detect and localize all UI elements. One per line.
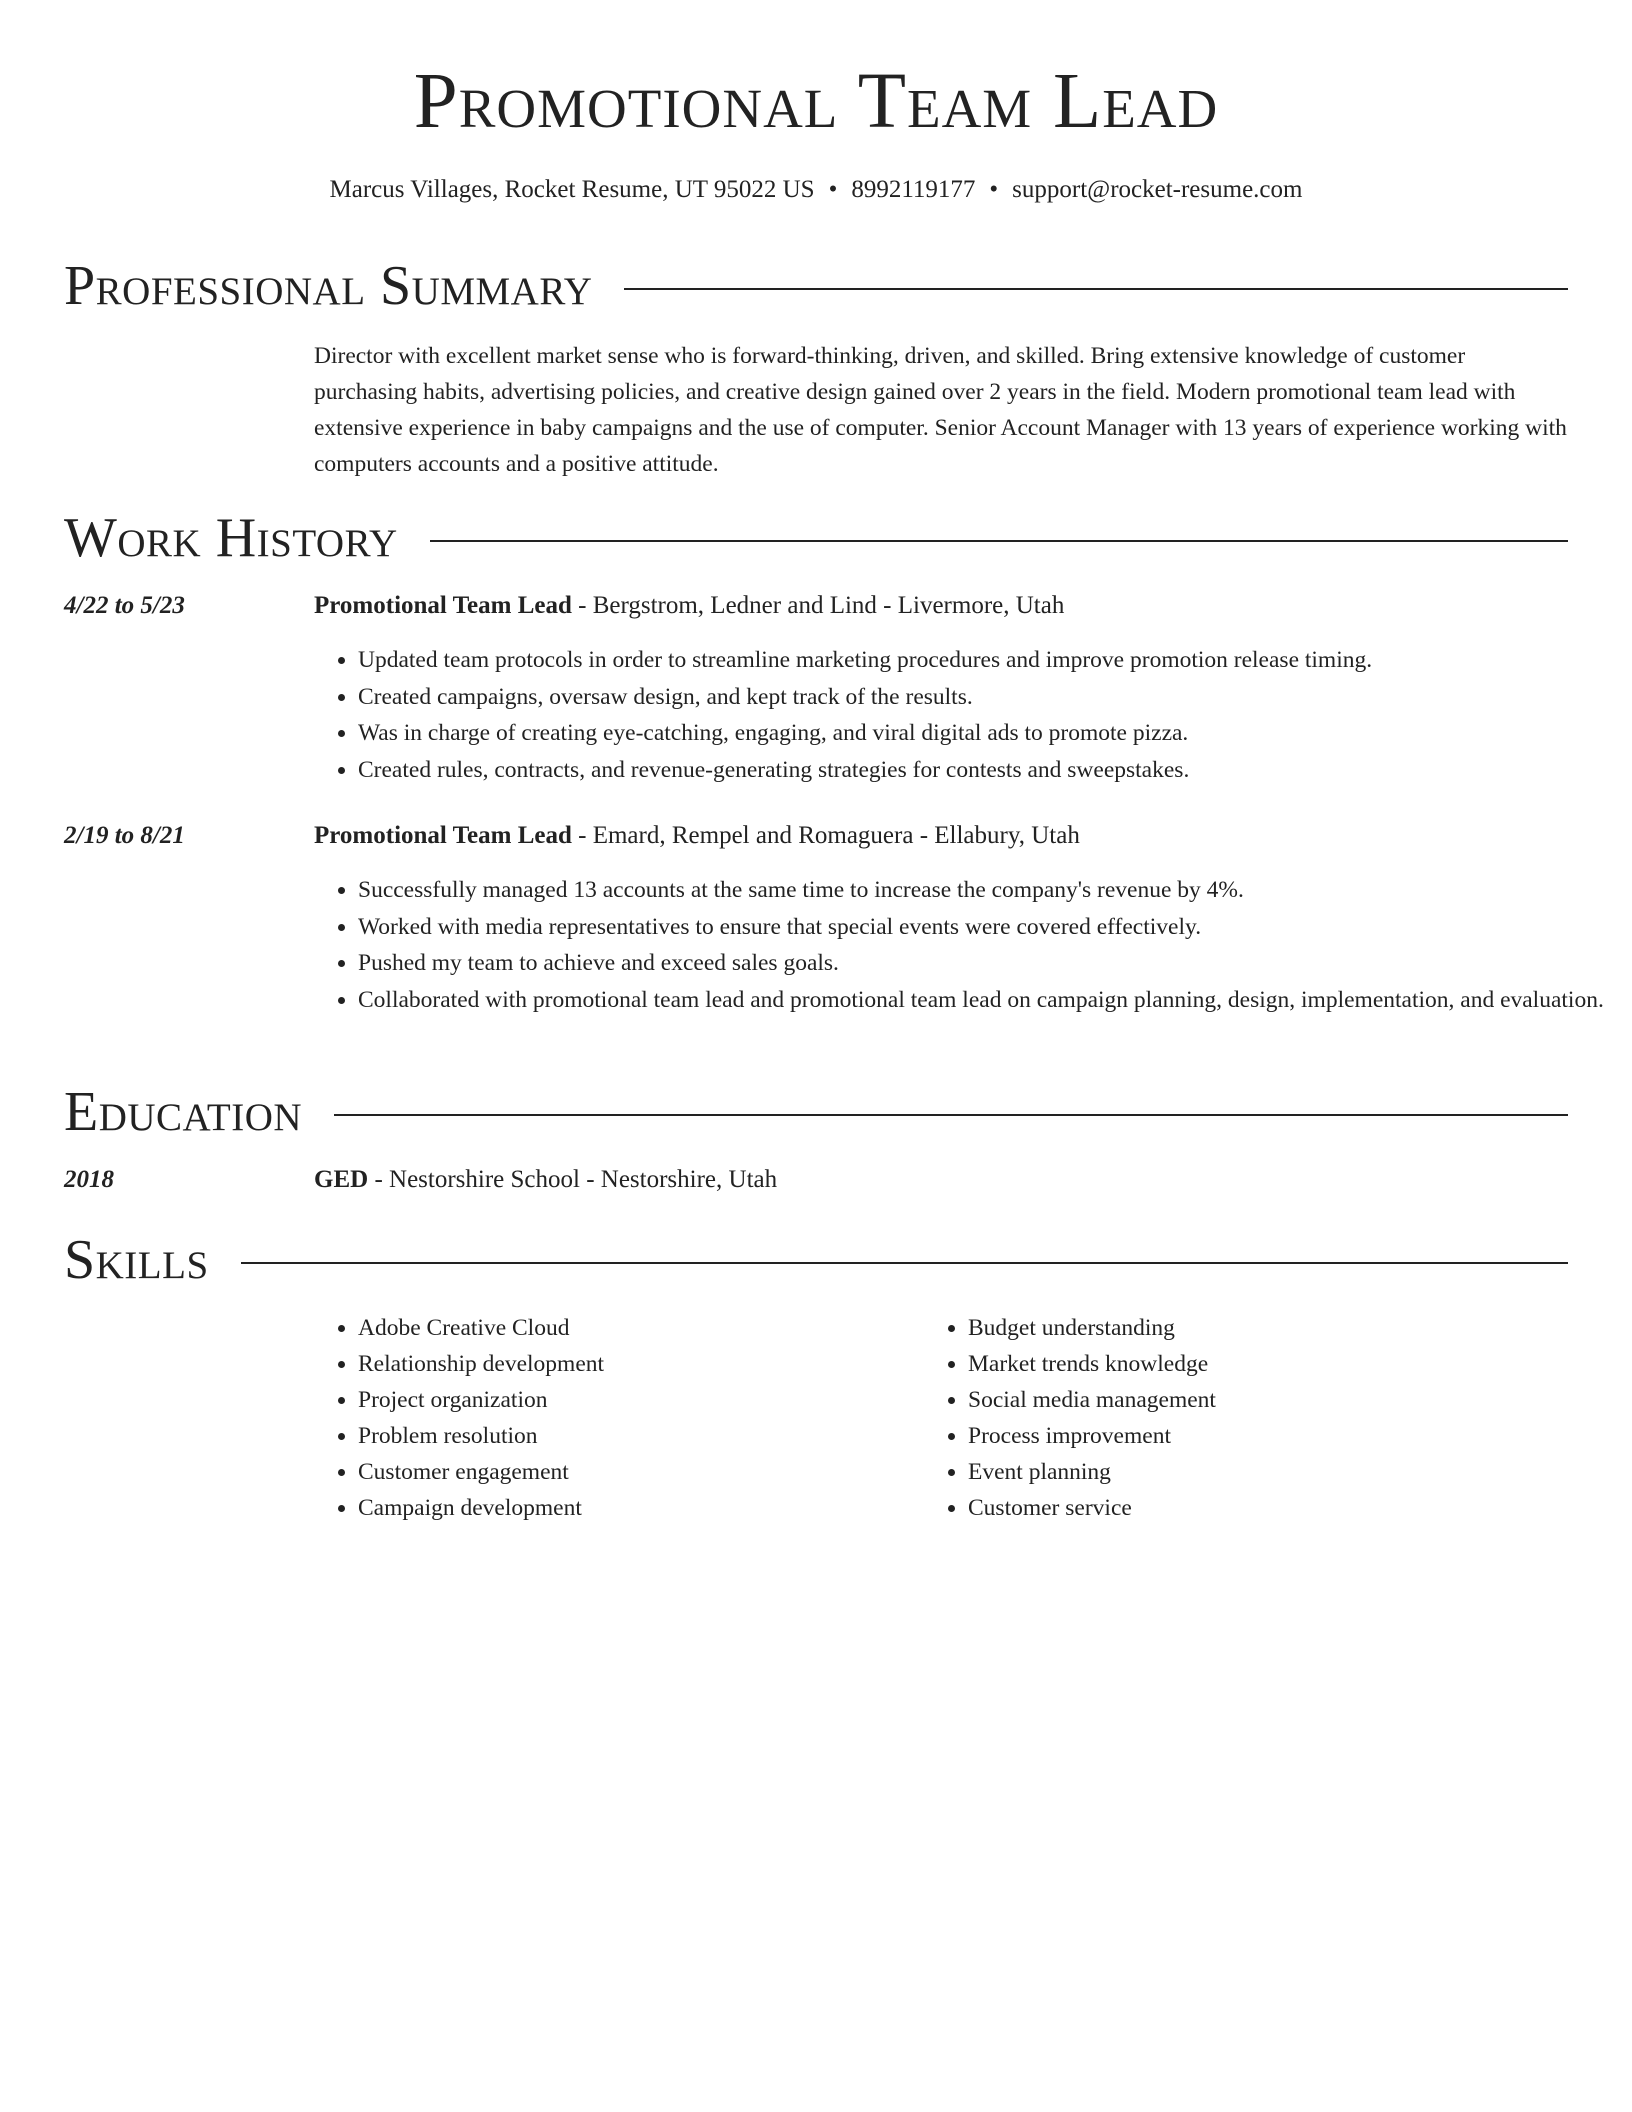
skill-item: • Project organization <box>358 1382 928 1418</box>
job-heading <box>314 591 1570 621</box>
skill-item: • Budget understanding <box>968 1310 1538 1346</box>
email: support@rocket-resume.com <box>1012 176 1303 203</box>
section-heading: Education <box>64 1081 303 1143</box>
job-heading <box>314 821 1570 851</box>
summary-text: Director with excellent market sense who is forward-thinking, driven, and skilled. Bring extensive knowledge of customer purchasing habits, advertising policies, and creative design gained over 2 years in the field. Modern promotional team lead with extensive experience in baby campaigns and the use of computer. Senior Account Manager with 13 years of experience working with computers accounts and a positive attitude. <box>314 343 1567 477</box>
section-heading: Professional Summary <box>64 255 593 317</box>
list-item: • Worked with media representatives to ensure that special events were covered effectively. <box>358 909 1614 946</box>
job-dates: 2/19 to 8/21 <box>64 822 185 849</box>
skill-item: • Relationship development <box>358 1346 928 1382</box>
separator-dot: • <box>828 176 838 203</box>
section-rule <box>241 1262 1568 1264</box>
work-section-header <box>64 506 1568 570</box>
job-employer: - Emard, Rempel and Romaguera - Ellabury, Utah <box>571 822 1080 849</box>
school-details: - Nestorshire School - Nestorshire, Utah <box>368 1166 778 1193</box>
section-rule <box>334 1114 1568 1116</box>
section-rule <box>624 288 1568 290</box>
skill-item: • Adobe Creative Cloud <box>358 1310 928 1346</box>
separator-dot: • <box>989 176 999 203</box>
skills-list-right <box>924 1310 1538 1526</box>
skill-item: • Campaign development <box>358 1490 928 1526</box>
section-heading: Skills <box>64 1229 209 1291</box>
summary-section-header <box>64 254 1568 318</box>
education-entry <box>314 1165 1570 1195</box>
job-bullets <box>314 872 1614 1018</box>
skill-item: • Event planning <box>968 1454 1538 1490</box>
job-bullets <box>314 642 1614 788</box>
list-item: • Pushed my team to achieve and exceed sales goals. <box>358 945 1614 982</box>
list-item: • Created campaigns, oversaw design, and kept track of the results. <box>358 679 1614 716</box>
section-heading: Work History <box>64 507 398 569</box>
skill-item: • Customer engagement <box>358 1454 928 1490</box>
resume-title: Promotional Team Lead <box>413 58 1219 145</box>
degree: GED <box>314 1166 369 1193</box>
phone: 8992119177 <box>851 176 976 203</box>
list-item: • Was in charge of creating eye-catching, engaging, and viral digital ads to promote pizza. <box>358 715 1614 752</box>
job-title: Promotional Team Lead <box>314 592 572 619</box>
education-year: 2018 <box>64 1166 114 1193</box>
job-dates: 4/22 to 5/23 <box>64 592 185 619</box>
contact-line <box>0 175 1632 205</box>
job-title: Promotional Team Lead <box>314 822 572 849</box>
address: Marcus Villages, Rocket Resume, UT 95022 US <box>329 176 815 203</box>
skill-item: • Customer service <box>968 1490 1538 1526</box>
skills-list-left <box>314 1310 928 1526</box>
skill-item: • Problem resolution <box>358 1418 928 1454</box>
education-section-header <box>64 1080 1568 1144</box>
section-rule <box>430 540 1568 542</box>
job-employer: - Bergstrom, Ledner and Lind - Livermore, Utah <box>571 592 1065 619</box>
list-item: • Created rules, contracts, and revenue-generating strategies for contests and sweepstakes. <box>358 752 1614 789</box>
list-item: • Successfully managed 13 accounts at the same time to increase the company's revenue by 4%. <box>358 872 1614 909</box>
list-item: • Collaborated with promotional team lead and promotional team lead on campaign planning, design, implementation, and evaluation. <box>358 982 1614 1019</box>
skill-item: • Market trends knowledge <box>968 1346 1538 1382</box>
skill-item: • Social media management <box>968 1382 1538 1418</box>
skill-item: • Process improvement <box>968 1418 1538 1454</box>
skills-section-header <box>64 1228 1568 1292</box>
list-item: • Updated team protocols in order to streamline marketing procedures and improve promotion release timing. <box>358 642 1614 679</box>
